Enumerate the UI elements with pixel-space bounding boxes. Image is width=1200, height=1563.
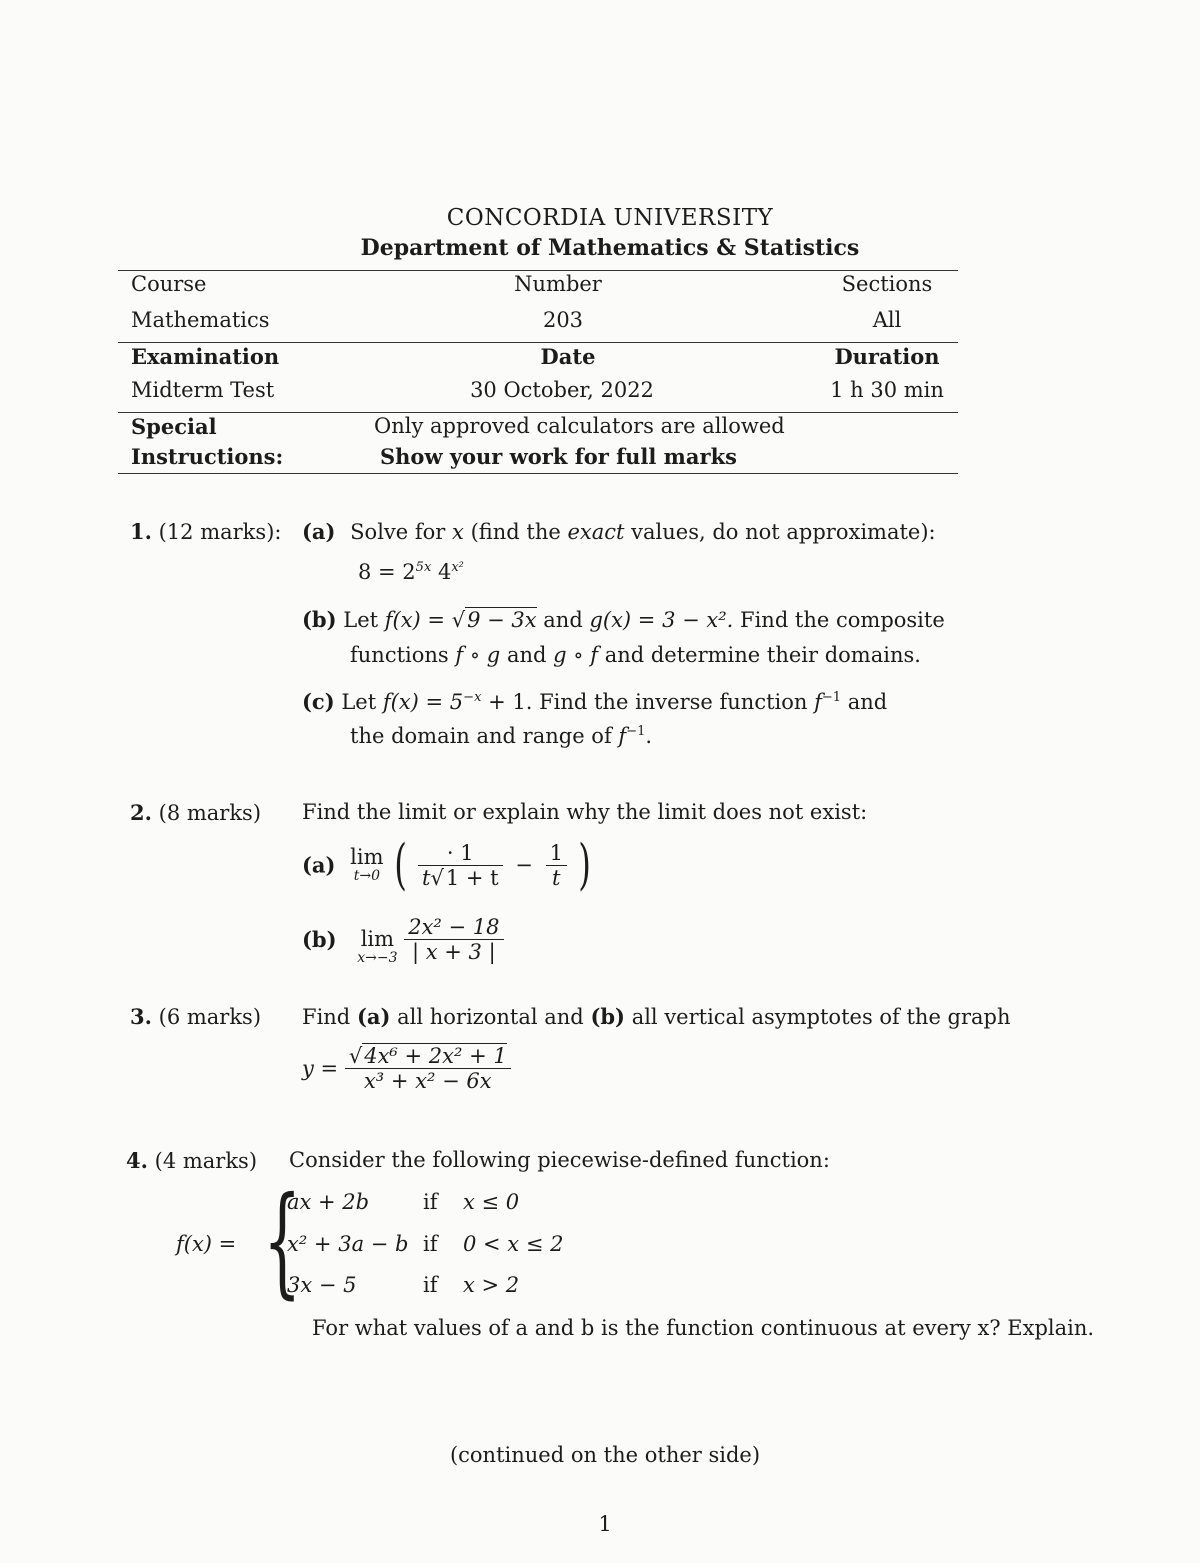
q2b-lim: lim — [360, 927, 395, 952]
instruction-calculators: Only approved calculators are allowed — [374, 414, 785, 438]
q2a-right-paren: ) — [577, 833, 591, 896]
q3-y: y = — [302, 1056, 339, 1081]
q2a-num2: 1 — [549, 840, 563, 865]
q4-fx: f(x) = — [176, 1232, 237, 1256]
q2a-left-paren: ( — [394, 833, 408, 896]
q2a-den1-t: t — [421, 865, 431, 890]
q1c-find: Find the inverse function — [532, 690, 808, 714]
continued-note: (continued on the other side) — [449, 1443, 761, 1467]
q1b-and2: and — [506, 643, 547, 667]
q1b-sqrt: 9 − 3x — [467, 608, 537, 632]
special-label: Special — [131, 414, 217, 439]
examination-value: Midterm Test — [131, 378, 275, 402]
q1a-eq-exp1: 5x — [415, 560, 432, 575]
q1b-line2 — [350, 643, 921, 667]
q1c-label: (c) — [302, 689, 335, 714]
q1c-exp: −x — [463, 690, 482, 705]
department-name: Department of Mathematics & Statistics — [360, 235, 860, 261]
q1a-eq-lhs: 8 = 2 — [358, 560, 416, 584]
q1c-finv-exp: −1 — [821, 690, 842, 705]
sections-value: All — [872, 308, 902, 332]
q2a-label: (a) — [302, 852, 336, 878]
q3-num-sqrt: 4x⁶ + 2x² + 1 — [364, 1044, 507, 1068]
q3-den: x³ + x² − 6x — [345, 1068, 511, 1093]
q3-text3: all vertical asymptotes of the graph — [631, 1005, 1011, 1029]
q3-equation — [302, 1044, 511, 1093]
duration-value: 1 h 30 min — [830, 378, 944, 402]
q4-case1-expr: ax + 2b — [287, 1190, 370, 1214]
q4-case3-cond: x > 2 — [463, 1273, 520, 1297]
q2a-lim: lim — [350, 844, 384, 869]
q1c-line2-f: f — [618, 724, 627, 748]
q1a-equation — [358, 560, 464, 584]
q4-case3-if: if — [423, 1273, 438, 1297]
q1b-domains: and determine their domains. — [604, 643, 921, 667]
instructions-label: Instructions: — [131, 444, 284, 469]
examination-label: Examination — [131, 344, 280, 369]
q4-case1-cond: x ≤ 0 — [463, 1190, 520, 1214]
instruction-show-work: Show your work for full marks — [380, 444, 737, 469]
q3-b: (b) — [590, 1004, 625, 1029]
q2a-expression — [302, 833, 595, 896]
q1b-label: (b) — [302, 607, 337, 632]
q2-number: 2. — [130, 800, 152, 825]
date-value: 30 October, 2022 — [470, 378, 654, 402]
q3-text1: Find — [302, 1005, 351, 1029]
date-label: Date — [540, 344, 596, 369]
number-value: 203 — [542, 308, 584, 332]
q4-question: For what values of a and b is the function continuous at every x? Explain. — [312, 1316, 1095, 1340]
q4-case3-expr: 3x − 5 — [287, 1273, 357, 1297]
q1c-let: Let — [341, 690, 377, 714]
q1a-eq-mid: 4 — [431, 560, 452, 584]
q2a-den2: t — [546, 865, 567, 890]
q4-marks: (4 marks) — [154, 1149, 258, 1173]
q1b-functions: functions — [350, 643, 449, 667]
q1c-line2 — [350, 724, 652, 748]
q4-brace: { — [263, 1172, 302, 1311]
q1c-line1 — [302, 689, 887, 714]
q4-case2-cond: 0 < x ≤ 2 — [463, 1232, 564, 1256]
q1a-text2: (find the — [470, 520, 561, 544]
q1a-line — [302, 519, 936, 544]
q1a-text1: Solve for — [350, 520, 446, 544]
course-label: Course — [131, 272, 207, 296]
q3-number: 3. — [130, 1004, 152, 1029]
q4-case2-if: if — [423, 1232, 438, 1256]
q2-header — [130, 800, 261, 825]
q1c-finv: f — [814, 690, 822, 714]
course-value: Mathematics — [131, 308, 270, 332]
q1a-exact: exact — [567, 520, 625, 544]
q1-header — [130, 519, 281, 544]
q1a-label: (a) — [302, 519, 336, 544]
q1c-plus: + 1. — [481, 690, 533, 714]
q2-marks: (8 marks) — [158, 801, 262, 825]
q4-case1-if: if — [423, 1190, 438, 1214]
duration-label: Duration — [834, 344, 940, 369]
q1b-find: Find the composite — [733, 608, 945, 632]
q1b-and: and — [536, 608, 590, 632]
q1c-and: and — [841, 690, 888, 714]
q3-prompt — [302, 1004, 1011, 1029]
number-label: Number — [514, 272, 602, 296]
q1c-line2-end: . — [645, 724, 653, 748]
q1c-fx: f(x) = 5 — [382, 690, 464, 714]
table-rule-bottom — [118, 473, 958, 474]
q2b-den: | x + 3 | — [404, 939, 503, 964]
q4-header — [126, 1148, 257, 1173]
q1b-fx: f(x) = — [384, 608, 452, 632]
q1b-gx: g(x) = 3 − x². — [589, 608, 734, 632]
q1b-line1: (b) Let f(x) = √9 − 3x and g(x) = 3 − x². Find the composite — [302, 607, 945, 632]
q4-number: 4. — [126, 1148, 148, 1173]
q2b-sub: x→−3 — [357, 950, 398, 967]
q2a-sub: t→0 — [353, 867, 380, 884]
q2b-frac — [404, 915, 503, 964]
q2a-frac2 — [546, 841, 567, 890]
q2b-label: (b) — [302, 927, 337, 952]
q2b-expression — [302, 915, 504, 967]
q1c-domain-range: the domain and range of — [350, 724, 612, 748]
table-rule-2 — [118, 342, 958, 343]
q1b-fog: f ∘ g — [455, 643, 501, 667]
q2a-num1: · 1 — [446, 840, 474, 865]
q1-marks: (12 marks): — [158, 520, 282, 544]
q1c-line2-exp: −1 — [626, 724, 646, 739]
q3-a: (a) — [356, 1004, 391, 1029]
university-name: CONCORDIA UNIVERSITY — [446, 205, 774, 231]
sections-label: Sections — [841, 272, 933, 296]
q2a-minus: − — [515, 853, 533, 877]
q3-frac: $\frac{\text{√4x⁶ + 2x² + 1}}{\text{x³ + x² − 6x}}$ — [345, 1044, 511, 1093]
table-rule-top — [118, 270, 958, 271]
q2-prompt: Find the limit or explain why the limit does not exist: — [302, 800, 868, 824]
page-number: 1 — [598, 1512, 612, 1536]
q2a-den1-sqrt: 1 + t — [445, 865, 499, 890]
q3-marks: (6 marks) — [158, 1005, 262, 1029]
q3-header — [130, 1004, 261, 1029]
q1-number: 1. — [130, 519, 152, 544]
q4-case2-expr: x² + 3a − b — [287, 1232, 409, 1256]
q1b-let: Let — [343, 608, 379, 632]
table-rule-3 — [118, 412, 958, 413]
q2b-num: 2x² − 18 — [408, 915, 500, 939]
q4-prompt: Consider the following piecewise-defined function: — [289, 1148, 830, 1172]
q1a-eq-exp2: x² — [451, 560, 464, 575]
q2a-frac1: $\frac{\cdot 1}{t√1 + t}$ — [418, 841, 503, 890]
q1b-gof: g ∘ f — [553, 643, 598, 667]
q1a-var: x — [452, 520, 464, 544]
q1a-text3: values, do not approximate): — [631, 520, 936, 544]
q3-text2: all horizontal and — [397, 1005, 584, 1029]
